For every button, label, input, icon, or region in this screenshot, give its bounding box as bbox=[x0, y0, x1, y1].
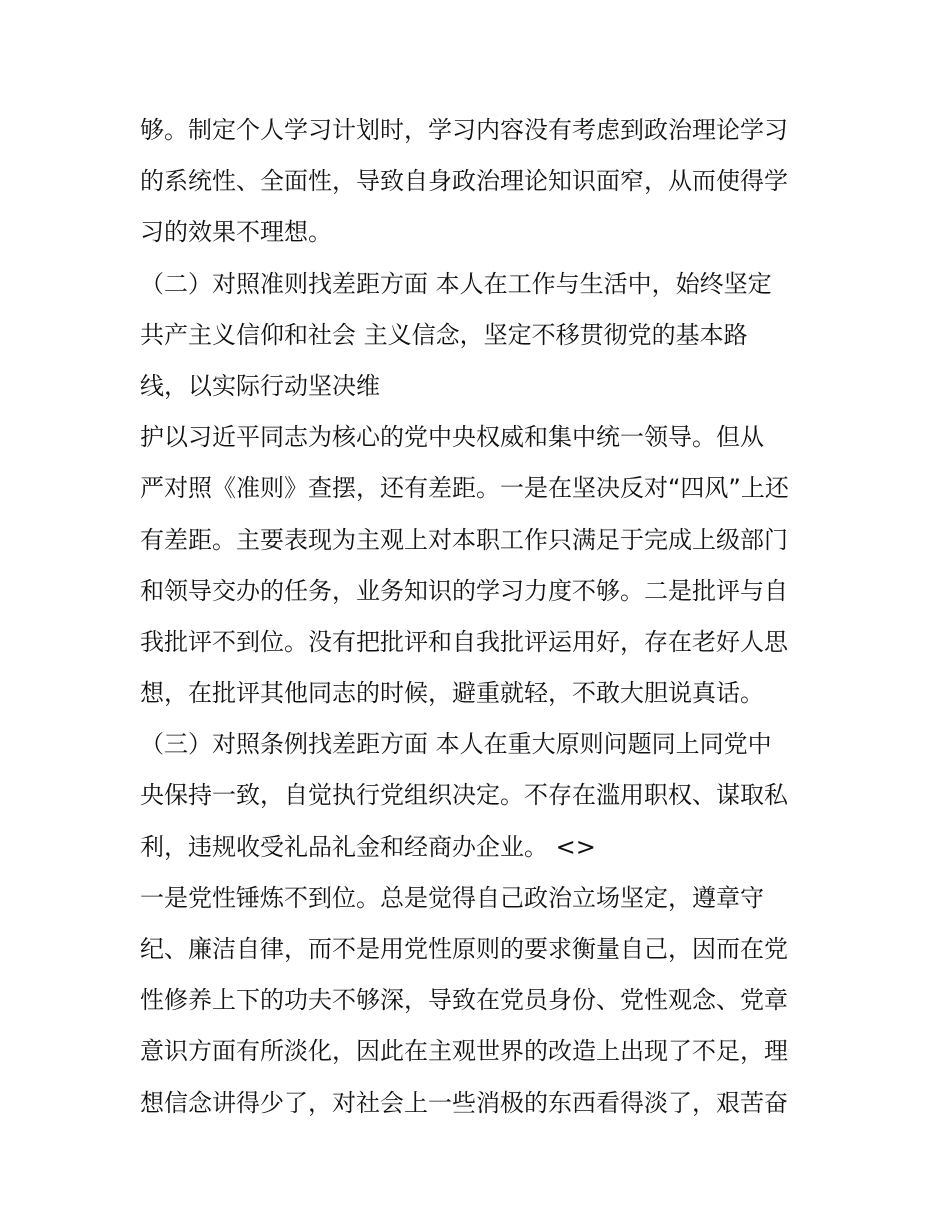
text-line: 纪、廉洁自律，而不是用党性原则的要求衡量自己，因而在党 bbox=[140, 935, 788, 963]
text-line: （三）对照条例找差距方面 本人在重大原则问题同上同党中 bbox=[140, 730, 772, 759]
text-line: 想，在批评其他同志的时候，避重就轻，不敢大胆说真话。 bbox=[140, 679, 764, 708]
text-line: 和领导交办的任务，业务知识的学习力度不够。二是批评与自 bbox=[140, 576, 788, 605]
text-line: 够。制定个人学习计划时，学习内容没有考虑到政治理论学习 bbox=[140, 116, 788, 144]
text-line: 想信念讲得少了，对社会上一些消极的东西看得淡了，艰苦奋 bbox=[140, 1088, 788, 1117]
text-line: 我批评不到位。没有把批评和自我批评运用好，存在老好人思 bbox=[140, 627, 788, 656]
text-line: 利，违规收受礼品礼金和经商办企业。 <> bbox=[140, 832, 596, 861]
text-line: 共产主义信仰和社会 主义信念，坚定不移贯彻党的基本路 bbox=[140, 320, 748, 349]
text-line: 护以习近平同志为核心的党中央权威和集中统一领导。但从 bbox=[140, 423, 764, 452]
text-line: 有差距。主要表现为主观上对本职工作只满足于完成上级部门 bbox=[140, 525, 788, 554]
text-line: 性修养上下的功夫不够深，导致在党员身份、党性观念、党章 bbox=[140, 986, 788, 1015]
text-line: 的系统性、全面性，导致自身政治理论知识面窄，从而使得学 bbox=[140, 167, 788, 196]
text-line: 严对照《准则》查摆，还有差距。一是在坚决反对“四风”上还 bbox=[140, 474, 789, 503]
text-line: 习的效果不理想。 bbox=[140, 218, 332, 247]
text-line: 意识方面有所淡化，因此在主观世界的改造上出现了不足，理 bbox=[140, 1037, 788, 1066]
text-line: 一是党性锤炼不到位。总是觉得自己政治立场坚定，遵章守 bbox=[140, 883, 764, 912]
document-body bbox=[140, 105, 820, 1129]
text-line: 线，以实际行动坚决维 bbox=[140, 371, 380, 400]
text-line: （二）对照准则找差距方面 本人在工作与生活中，始终坚定 bbox=[140, 269, 772, 298]
text-line: 央保持一致，自觉执行党组织决定。不存在滥用职权、谋取私 bbox=[140, 781, 788, 810]
